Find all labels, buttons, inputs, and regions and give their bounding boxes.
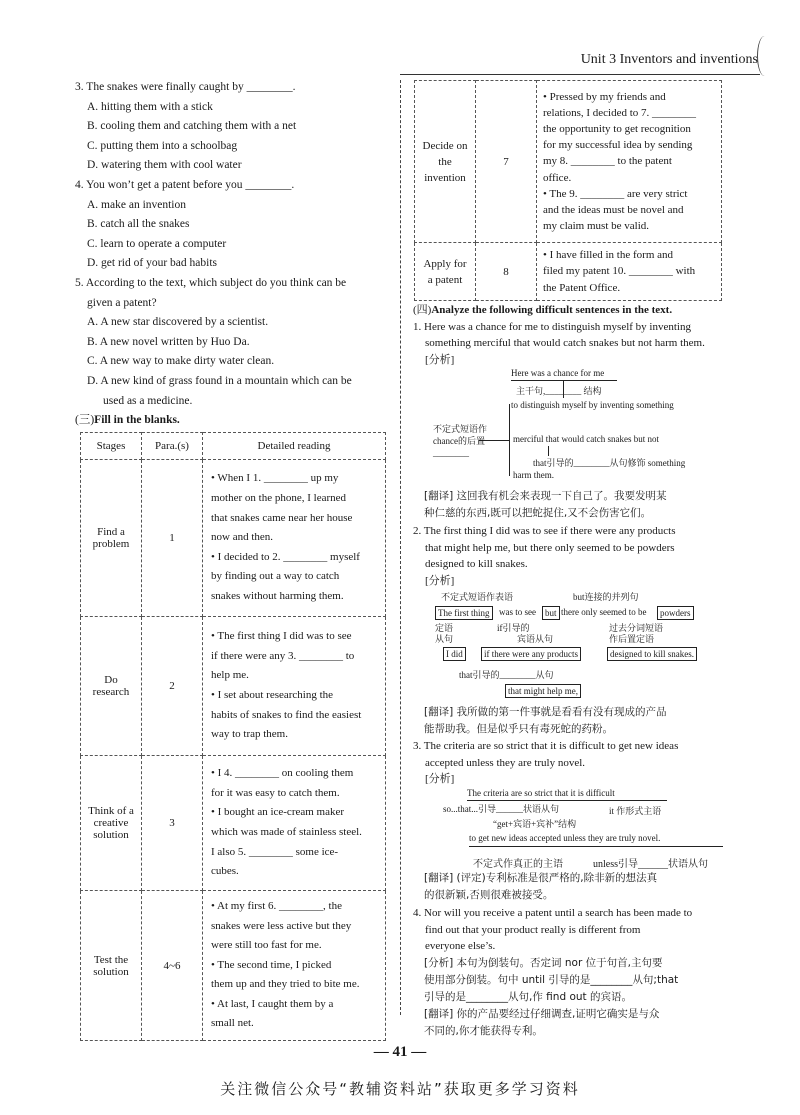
footer-note: 关注微信公众号“教辅资料站”获取更多学习资料 — [220, 1080, 580, 1098]
analysis-tag: [分析] — [424, 957, 454, 969]
translation-line: 的很新颖,否则很难被接受。 — [424, 889, 554, 901]
stage-text: Test the — [93, 953, 129, 966]
d2-if: if引导的 — [497, 623, 530, 633]
q5-option-b: B. A new novel written by Huo Da. — [87, 335, 250, 348]
stage-cell — [81, 891, 142, 1041]
detail-line: help me. — [211, 669, 249, 682]
para-cell: 1 — [142, 460, 203, 617]
q5-option-d-cont: used as a medicine. — [103, 394, 193, 407]
question-4-stem: 4. You won’t get a patent before you ________. — [75, 178, 295, 191]
detail-line: habits of snakes to find the easiest — [211, 708, 362, 721]
d1-zhu: 主干句,________ 结构 — [516, 386, 602, 396]
d1-left1: 不定式短语作 — [433, 424, 488, 434]
question-3-stem: 3. The snakes were finally caught by ________. — [75, 81, 296, 93]
d3-bottom1: 不定式作真正的主语 — [473, 859, 563, 870]
detail-line: now and then. — [211, 531, 274, 544]
detail-line: relations, I decided to 7. ________ — [543, 106, 697, 119]
para-cell: 2 — [142, 617, 203, 756]
stage-text: a patent — [427, 273, 463, 286]
analysis-tag: [分析] — [425, 353, 455, 366]
detail-line: my claim must be valid. — [543, 220, 650, 233]
para-cell: 8 — [476, 243, 537, 301]
detail-line: were still too fast for me. — [211, 939, 322, 952]
questions-block — [75, 78, 390, 431]
q5-option-a: A. A new star discovered by a scientist. — [87, 316, 269, 329]
detail-line: and the ideas must be novel and — [543, 204, 684, 216]
table-row — [81, 460, 386, 617]
stage-text: problem — [92, 538, 130, 550]
sentence-1-line2: something merciful that would catch snakes but not harm them. — [425, 337, 705, 349]
detail-line: • When I 1. ________ up my — [211, 472, 339, 485]
para-cell: 7 — [476, 81, 537, 243]
stage-text: invention — [424, 171, 466, 184]
stage-text: Decide on — [422, 139, 468, 152]
header-bracket-decoration — [757, 36, 772, 76]
sentence-3-line2: accepted unless they are truly novel. — [425, 756, 586, 769]
section-3-title — [75, 411, 390, 431]
detail-line: • At last, I caught them by a — [211, 997, 334, 1010]
d3-get-structure: “get+宾语+宾补”结构 — [493, 819, 577, 829]
sentence-3 — [413, 738, 725, 788]
section-4 — [413, 302, 725, 368]
table-row — [81, 756, 386, 891]
d1-connector — [563, 380, 564, 398]
detail-line: that snakes came near her house — [211, 511, 353, 524]
detail-line: if there were any 3. ________ to — [211, 649, 355, 662]
translation-line: 能帮助我。但是似乎只有毒死蛇的药粉。 — [424, 723, 613, 735]
stage-text: the — [438, 155, 452, 168]
question-5-stem-line2: given a patent? — [87, 296, 157, 309]
detail-line: cubes. — [211, 865, 239, 878]
detail-line: the opportunity to get recognition — [543, 122, 691, 135]
d2-bin: 宾语从句 — [517, 634, 554, 644]
stage-cell — [415, 243, 476, 301]
d2-was: was to see — [499, 607, 536, 617]
question-5-stem-line1: 5. According to the text, which subject do you think can be — [75, 276, 347, 289]
detail-line: • The second time, I picked — [211, 958, 332, 971]
section-3-heading: Fill in the blanks. — [94, 414, 180, 427]
d1-bracket — [509, 404, 510, 476]
section-3-prefix: (三) — [75, 414, 95, 427]
d2-past: 过去分词短语 — [609, 623, 664, 633]
d1-merciful: merciful that would catch snakes but not — [513, 434, 659, 444]
d2-congju: 从句 — [435, 634, 454, 644]
d2-dingyu: 定语 — [435, 623, 454, 633]
detail-line: my 8. ________ to the patent — [543, 155, 672, 168]
d2-box-i-did: I did — [443, 647, 466, 661]
th-para: Para.(s) — [142, 433, 203, 460]
d3-underline — [467, 800, 667, 801]
detail-line: way to trap them. — [211, 728, 288, 741]
q5-option-c: C. A new way to make dirty water clean. — [87, 355, 275, 368]
stage-text: solution — [93, 829, 129, 841]
analysis-tag: [分析] — [425, 574, 455, 587]
q5-option-d: D. A new kind of grass found in a mountain which can be — [87, 374, 352, 387]
d1-to: to distinguish myself by inventing something — [511, 400, 674, 410]
detailed-reading-table — [80, 432, 386, 1041]
column-divider — [400, 80, 401, 1015]
q3-option-d: D. watering them with cool water — [87, 159, 242, 172]
sentence-4-analysis — [424, 955, 724, 1040]
d1-top: Here was a chance for me — [511, 368, 605, 378]
detail-line: filed my patent 10. ________ with — [543, 265, 696, 278]
d1-left2: chance的后置 — [433, 436, 485, 446]
stage-cell — [81, 460, 142, 617]
sentence-2-line1: 2. The first thing I did was to see if there were any products — [413, 525, 676, 537]
detail-line: which was made of stainless steel. — [211, 826, 362, 838]
d1-that-connector — [548, 446, 549, 456]
detail-line: • At my first 6. ________, the — [211, 899, 342, 912]
translation-line: 不同的,你才能获得专利。 — [424, 1025, 543, 1037]
detail-cell — [203, 617, 386, 756]
analysis-line: 引导的是________从句,作 find out 的宾语。 — [424, 991, 632, 1003]
d2-only: there only seemed to be — [561, 607, 647, 617]
sentence-4-line3: everyone else’s. — [425, 940, 496, 952]
para-cell: 3 — [142, 756, 203, 891]
d2-box-but: but — [542, 606, 560, 620]
d2-box-first-thing: The first thing — [435, 606, 493, 620]
detail-cell — [537, 81, 722, 243]
analysis-tag: [分析] — [425, 773, 455, 785]
detail-line: snakes were less active but they — [211, 919, 352, 932]
detail-cell — [203, 756, 386, 891]
translation-line: 你的产品要经过仔细调查,证明它确实是与众 — [456, 1008, 660, 1020]
q4-option-b: B. catch all the snakes — [87, 218, 190, 231]
stage-text: research — [92, 686, 130, 698]
d2-hou: 作后置定语 — [609, 634, 655, 644]
d2-box-powders: powders — [657, 606, 694, 620]
sentence-2-diagram — [413, 590, 725, 702]
d2-box-designed: designed to kill snakes. — [607, 647, 697, 661]
stage-text: Do — [104, 674, 118, 686]
d3-bottom2: unless引导______状语从句 — [593, 859, 708, 870]
stage-text: creative — [93, 817, 129, 829]
sentence-1-diagram — [413, 368, 725, 486]
para-cell: 4~6 — [142, 891, 203, 1041]
detail-line: the Patent Office. — [543, 281, 621, 294]
th-detailed-reading: Detailed reading — [203, 433, 386, 460]
sentence-2-line3: designed to kill snakes. — [425, 558, 528, 570]
d3-top: The criteria are so strict that it is difficult — [467, 788, 615, 798]
detail-line: • The first thing I did was to see — [211, 630, 352, 643]
translation-line: 我所做的第一件事就是看看有没有现成的产品 — [456, 706, 667, 718]
d2-that-label: that引导的________从句 — [459, 670, 554, 680]
d1-that: that引导的________从句修饰 something — [533, 458, 686, 468]
stage-cell — [415, 81, 476, 243]
stage-cell — [81, 756, 142, 891]
d1-underline — [511, 380, 617, 381]
page-number: — 41 — — [373, 1044, 427, 1060]
sentence-1-line1: 1. Here was a chance for me to distinguish myself by inventing — [413, 320, 691, 333]
detailed-reading-table-continued — [414, 80, 722, 301]
d2-box-if-there: if there were any products — [481, 647, 581, 661]
table-row — [81, 617, 386, 756]
translation-tag: [翻译] — [424, 1008, 454, 1020]
table-row — [415, 243, 722, 301]
stage-text: solution — [93, 965, 129, 978]
table-row — [81, 891, 386, 1041]
stage-text: Apply for — [423, 257, 467, 270]
translation-tag: [翻译] — [424, 872, 454, 884]
stage-text: Think of a — [88, 805, 134, 817]
translation-line: (评定)专利标准是很严格的,除非新的想法真 — [456, 872, 658, 884]
q3-option-a: A. hitting them with a stick — [87, 100, 213, 113]
translation-tag: [翻译] — [424, 490, 454, 502]
section-4-heading: Analyze the following difficult sentences in the text. — [431, 304, 673, 316]
detail-line: • The 9. ________ are very strict — [543, 187, 688, 200]
sentence-2-translation — [424, 704, 724, 738]
detail-line: for it was easy to catch them. — [211, 786, 340, 799]
sentence-3-line1: 3. The criteria are so strict that it is difficult to get new ideas — [413, 740, 679, 752]
detail-line: by finding out a way to catch — [211, 570, 340, 583]
sentence-3-diagram — [413, 788, 725, 868]
q4-option-d: D. get rid of your bad habits — [87, 257, 217, 270]
sentence-1-translation — [424, 488, 724, 522]
q3-option-c: C. putting them into a schoolbag — [87, 139, 238, 152]
sentence-4-line1: 4. Nor will you receive a patent until a search has been made to — [413, 907, 693, 919]
detail-line: for my successful idea by sending — [543, 139, 693, 152]
detail-line: snakes without harming them. — [211, 589, 344, 602]
detail-cell — [203, 891, 386, 1041]
d3-it: it 作形式主语 — [609, 806, 662, 816]
q4-option-a: A. make an invention — [87, 198, 187, 211]
d2-box-help: that might help me, — [505, 684, 581, 698]
translation-line: 这回我有机会来表现一下自己了。我要发明某 — [456, 490, 667, 502]
sentence-4 — [413, 905, 725, 955]
unit-header: Unit 3 Inventors and inventions — [580, 52, 758, 67]
table-row — [415, 81, 722, 243]
d1-harm: harm them. — [513, 470, 554, 480]
analysis-line: 本句为倒装句。否定词 nor 位于句首,主句要 — [456, 957, 663, 969]
analysis-line: 使用部分倒装。句中 until 引导的是________从句;that — [424, 974, 679, 986]
sentence-4-line2: find out that your product really is different from — [425, 923, 641, 936]
translation-tag: [翻译] — [424, 706, 454, 718]
d3-bottom-line — [469, 846, 723, 847]
detail-line: mother on the phone, I learned — [211, 492, 347, 505]
q3-option-b: B. cooling them and catching them with a net — [87, 120, 297, 133]
d1-left3: ________ — [433, 448, 469, 458]
sentence-2 — [413, 523, 725, 589]
stage-text: Find a — [97, 526, 125, 538]
detail-cell — [537, 243, 722, 301]
detail-line: • Pressed by my friends and — [543, 90, 666, 103]
detail-line: • I decided to 2. ________ myself — [211, 550, 360, 563]
detail-line: I also 5. ________ some ice- — [211, 845, 339, 858]
d3-to-clause: to get new ideas accepted unless they are truly novel. — [469, 833, 661, 843]
d2-inf-label: 不定式短语作表语 — [441, 592, 514, 602]
d3-so-that: so...that...引导______状语从句 — [443, 804, 559, 814]
translation-line: 种仁慈的东西,既可以把蛇捉住,又不会伤害它们。 — [424, 507, 652, 519]
detail-line: • I have filled in the form and — [543, 249, 674, 262]
th-stages: Stages — [81, 433, 142, 460]
sentence-2-line2: that might help me, but there only seemed to be powders — [425, 541, 675, 554]
detail-line: office. — [543, 171, 572, 184]
header-rule — [400, 74, 760, 75]
section-4-prefix: (四) — [413, 304, 432, 316]
detail-line: • I 4. ________ on cooling them — [211, 767, 354, 780]
detail-line: small net. — [211, 1017, 254, 1030]
detail-cell — [203, 460, 386, 617]
q4-option-c: C. learn to operate a computer — [87, 237, 227, 250]
detail-line: • I set about researching the — [211, 689, 334, 701]
detail-line: them up and they tried to bite me. — [211, 978, 360, 991]
sentence-3-translation — [424, 870, 724, 904]
stage-cell — [81, 617, 142, 756]
detail-line: • I bought an ice-cream maker — [211, 806, 345, 819]
d2-but-label: but连接的并列句 — [573, 592, 639, 602]
